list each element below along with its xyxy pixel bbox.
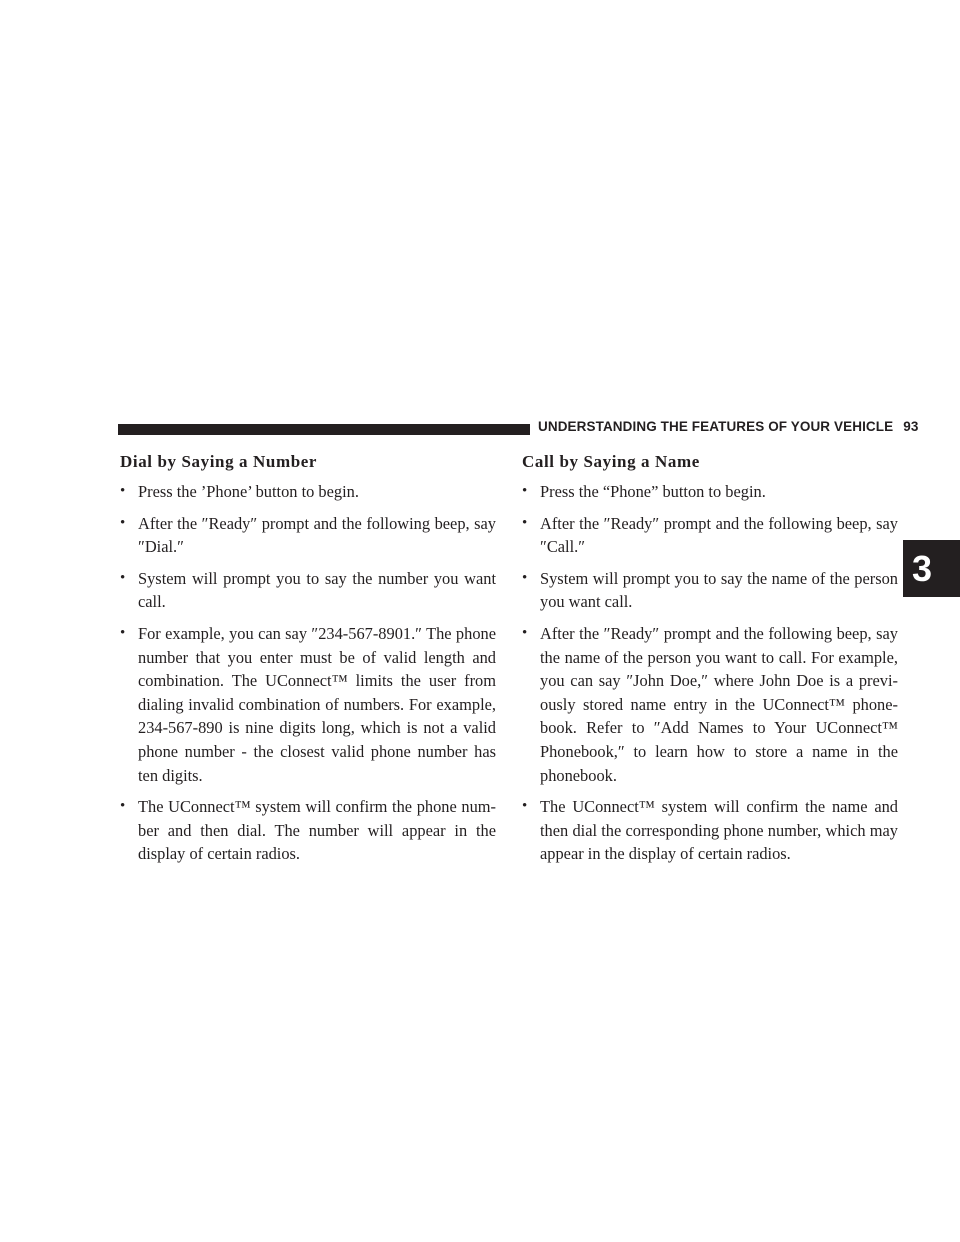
running-header — [538, 419, 918, 434]
chapter-tab: 3 — [903, 540, 960, 597]
list-item: • Press the “Phone” button to begin. — [522, 480, 898, 504]
right-column — [522, 450, 898, 874]
bullet-icon: • — [522, 624, 528, 641]
list-item: • The UConnect™ system will confirm the phone num-ber and then dial. The number will appear in the display of certain radios. — [120, 797, 496, 864]
list-item: • Press the ’Phone’ button to begin. — [120, 480, 496, 504]
bullet-icon: • — [522, 569, 528, 586]
bullet-list-dial — [120, 480, 496, 866]
list-item: • After the ″Ready″ prompt and the following beep, say ″Call.″ — [522, 513, 898, 557]
section-heading-dial: Dial by Saying a Number — [120, 452, 318, 471]
bullet-icon: • — [522, 514, 528, 531]
bullet-icon: • — [522, 798, 528, 815]
list-item: • System will prompt you to say the name of the person you want call. — [522, 568, 898, 612]
list-item: • After the ″Ready″ prompt and the following beep, say ″Dial.″ — [120, 513, 496, 557]
section-title: UNDERSTANDING THE FEATURES OF YOUR VEHICLE — [538, 419, 894, 434]
bullet-icon: • — [120, 569, 126, 586]
bullet-icon: • — [120, 798, 126, 815]
list-item: • After the ″Ready″ prompt and the following beep, say the name of the person you want to call. For example, you can say ″John Doe,″ where John Doe is a previ-ously stored name entry in the UConnect™ phone-book. Refer to ″Add Names to Your UConnect™ Phonebook,″ to learn how to store a name in the phonebook. — [522, 623, 898, 785]
bullet-icon: • — [120, 514, 126, 531]
section-heading-call: Call by Saying a Name — [522, 452, 700, 471]
list-item: • System will prompt you to say the number you want call. — [120, 568, 496, 612]
list-item: • The UConnect™ system will confirm the name and then dial the corresponding phone number, which may appear in the display of certain radios. — [522, 797, 898, 864]
left-column — [120, 450, 496, 874]
list-item: • For example, you can say ″234-567-8901.″ The phone number that you enter must be of valid length and combination. The UConnect™ limits the user from dialing invalid combination of numbers. For example, 234-567-890 is nine digits long, which is not a valid phone number - the closest valid phone number has ten digits. — [120, 623, 496, 785]
bullet-icon: • — [120, 624, 126, 641]
page-number: 93 — [903, 419, 919, 434]
header-rule — [118, 424, 530, 435]
bullet-icon: • — [120, 483, 126, 499]
bullet-list-call — [522, 480, 898, 866]
bullet-icon: • — [522, 483, 528, 499]
